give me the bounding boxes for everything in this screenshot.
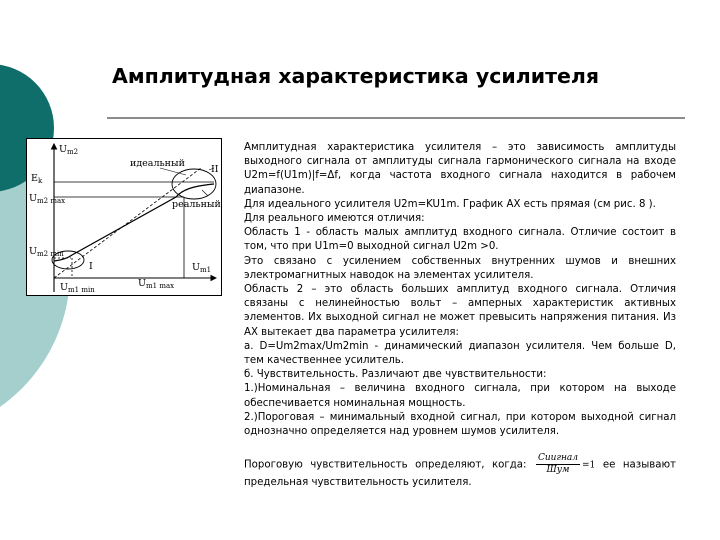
amplitude-characteristic-diagram xyxy=(26,138,222,296)
ideal-label: идеальный xyxy=(130,158,185,169)
threshold-text-start: Пороговую чувствительность определяют, когда: xyxy=(244,459,527,471)
region2-label: II xyxy=(211,164,219,175)
paragraph: Это связано с усилением собственных внутренних шумов и внешних электромагнитных наводок на элементах усилителя. xyxy=(244,255,676,281)
paragraph: Для реального имеются отличия: xyxy=(244,213,425,225)
real-label: реальный xyxy=(172,199,221,210)
region1-label: I xyxy=(89,261,93,272)
fraction-numerator: Сиигнал xyxy=(537,453,579,464)
um2max-label: $U_{m2 max}$ xyxy=(29,193,66,205)
threshold-paragraph xyxy=(244,453,676,490)
paragraph: Область 1 - область малых амплитуд входного сигнала. Отличие состоит в том, что при U1m=0 выходной сигнал U2m >0. xyxy=(244,227,676,253)
paragraph: 2.)Пороговая – минимальный входной сигнал, при котором выходной сигнал однозначно определяется над уровнем шумов усилителя. xyxy=(244,411,676,438)
ek-label: $E_k$ xyxy=(31,173,43,185)
fraction-equals: =1 xyxy=(582,460,596,471)
spacer xyxy=(244,439,676,453)
paragraph: а. D=Um2max/Um2min - динамический диапазон усилителя. Чем больше D, тем качественнее усилитель. xyxy=(244,340,676,367)
um1min-label: $U_{m1 min}$ xyxy=(60,282,95,294)
y-axis-label: $U_{m2}$ xyxy=(59,144,79,156)
fraction-denominator: Шум xyxy=(546,465,570,476)
signal-noise-fraction xyxy=(536,453,580,476)
paragraph: Область 2 – это область больших амплитуд входного сигнала. Отличия связаны с нелинейностью вольт – амперных характеристик активных элементов. Их выходной сигнал не может превысить напряжения питания. Из АХ вытекает два параметра усилителя: xyxy=(244,284,676,338)
page-title: Амплитудная характеристика усилителя xyxy=(112,64,600,88)
paragraph: 1.)Номинальная – величина входного сигнала, при котором на выходе обеспечивается номинальная мощность. xyxy=(244,383,676,409)
um1max-label: $U_{m1 max}$ xyxy=(138,278,175,290)
threshold-text-end: ее называют предельная чувствительность усилителя. xyxy=(244,459,676,489)
paragraph: б. Чувствительность. Различают две чувствительности: xyxy=(244,369,547,381)
content-text xyxy=(244,141,676,490)
title-divider xyxy=(107,117,685,119)
x-axis-label: $U_{m1}$ xyxy=(192,262,212,274)
paragraph: Амплитудная характеристика усилителя – это зависимость амплитуды выходного сигнала от амплитуды сигнала гармонического сигнала на входе U2m=f(U1m)|f=Δf, когда частота входного сигнала находится в рабочем диапазоне. xyxy=(244,142,676,196)
um2min-label: $U_{m2 min}$ xyxy=(29,246,64,258)
paragraph: Для идеального усилителя U2m=KU1m. График АХ есть прямая (см рис. 8 ). xyxy=(244,198,656,210)
